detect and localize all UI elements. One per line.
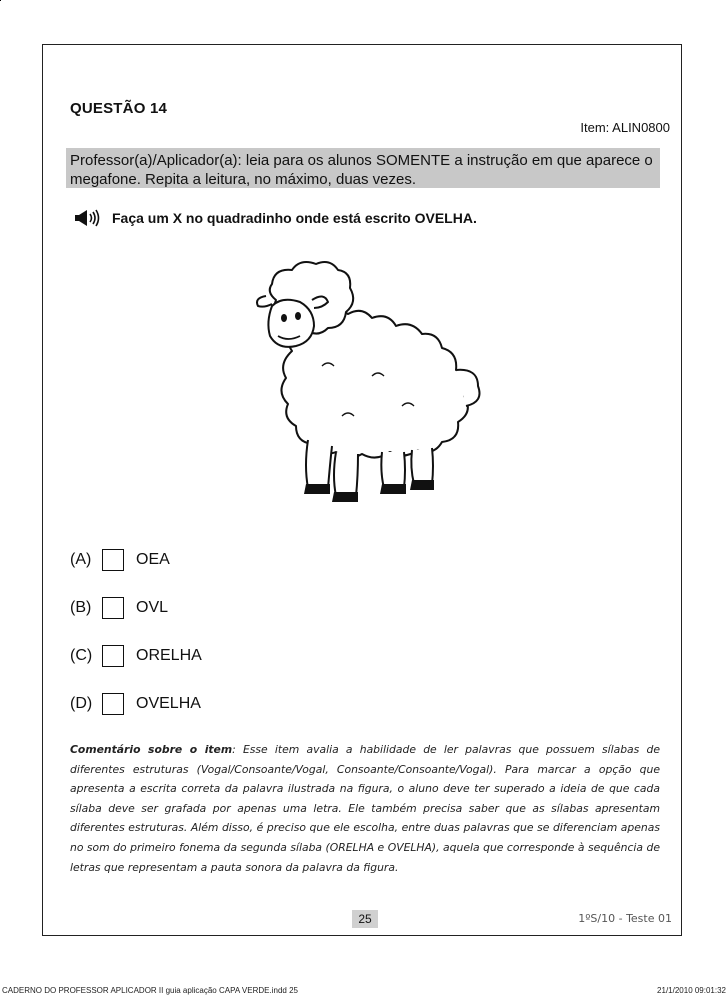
option-checkbox[interactable] [102, 549, 124, 571]
prompt-text: Faça um X no quadradinho onde está escrito OVELHA. [112, 210, 477, 226]
option-checkbox[interactable] [102, 693, 124, 715]
comment-body: : Esse item avalia a habilidade de ler palavras que possuem sílabas de diferentes estruturas (Vogal/Consoante/Vogal, Consoante/Consoante/Vogal). Para marcar a opção que apresenta a escrita correta da palavra ilustrada na figura, o aluno deve ter superado a ideia de que cada sílaba deve ser grafada por apenas uma letra. Ele também precisa saber que as sílabas apresentam diferentes estruturas. Além disso, é preciso que ele escolha, entre duas palavras que se diferenciam apenas no som do primeiro fonema da segunda sílaba (ORELHA e OVELHA), aquela que corresponde à sequência de letras que representam a pauta sonora da palavra da figura. [70, 743, 660, 874]
question-title: QUESTÃO 14 [70, 100, 168, 117]
option-text: OEA [136, 551, 170, 568]
option-text: OVL [136, 599, 169, 616]
print-timestamp: 21/1/2010 09:01:32 [657, 986, 726, 995]
comment-heading: Comentário sobre o item [70, 743, 233, 756]
option-letter: (A) [70, 551, 92, 568]
file-info: CADERNO DO PROFESSOR APLICADOR II guia aplicação CAPA VERDE.indd 25 [2, 986, 298, 995]
megaphone-icon [72, 208, 102, 228]
option-c [70, 632, 202, 680]
option-d [70, 680, 202, 728]
teacher-instruction: Professor(a)/Aplicador(a): leia para os alunos SOMENTE a instrução em que aparece o megafone. Repita a leitura, no máximo, duas vezes. [66, 148, 660, 188]
option-a [70, 536, 202, 584]
option-letter: (D) [70, 695, 93, 712]
sheep-illustration [252, 256, 488, 506]
option-text: OVELHA [136, 695, 201, 712]
option-checkbox[interactable] [102, 597, 124, 619]
item-code: Item: ALIN0800 [580, 120, 670, 135]
option-letter: (B) [70, 599, 92, 616]
option-b [70, 584, 202, 632]
option-text: ORELHA [136, 647, 202, 664]
item-comment [70, 740, 660, 877]
page-number: 25 [352, 910, 378, 928]
option-checkbox[interactable] [102, 645, 124, 667]
option-letter: (C) [70, 647, 93, 664]
series-label: 1ºS/10 - Teste 01 [578, 912, 672, 925]
crop-mark [0, 0, 1, 1]
answer-options [70, 536, 202, 728]
prompt-row [72, 208, 477, 228]
